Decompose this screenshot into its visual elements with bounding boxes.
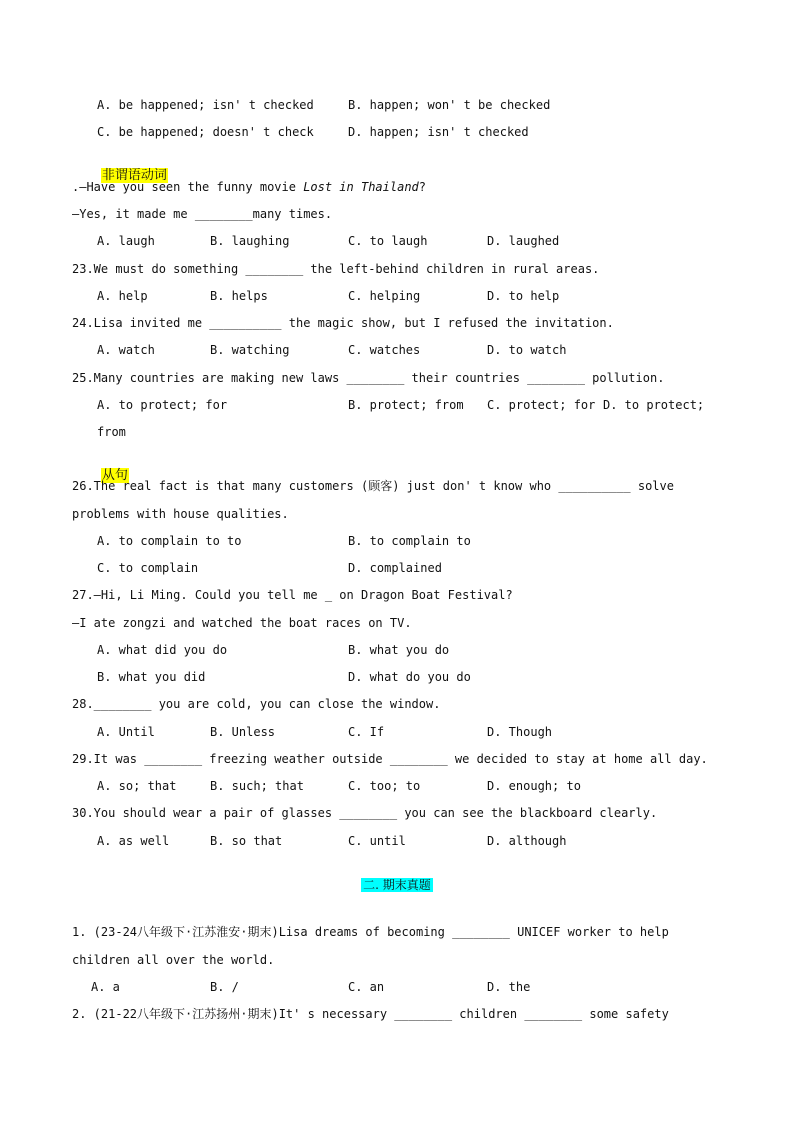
question-stem: 29.It was ________ freezing weather outside ________ we decided to stay at home all day. xyxy=(72,752,708,766)
option-d: D. although xyxy=(487,834,567,848)
option-a: A. a xyxy=(91,980,120,994)
question-stem: 1. (23-24八年级下·江苏淮安·期末)Lisa dreams of becoming ________ UNICEF worker to help xyxy=(72,925,669,939)
option-c: C. be happened; doesn' t check xyxy=(97,125,314,139)
section-heading-nonfinite: 非谓语动词 xyxy=(101,168,167,183)
question-stem: —Yes, it made me ________many times. xyxy=(72,207,333,221)
question-stem: 25.Many countries are making new laws ________ their countries ________ pollution. xyxy=(72,371,665,385)
question-stem: 27.—Hi, Li Ming. Could you tell me _ on Dragon Boat Festival? xyxy=(72,588,513,602)
option-b: B. protect; from xyxy=(348,398,464,412)
option-d: D. what do you do xyxy=(348,670,471,684)
question-stem: 28.________ you are cold, you can close the window. xyxy=(72,697,441,711)
option-d: D. to protect; xyxy=(603,398,705,412)
question-stem: 23.We must do something ________ the left-behind children in rural areas. xyxy=(72,262,600,276)
question-stem: 30.You should wear a pair of glasses ________ you can see the blackboard clearly. xyxy=(72,806,658,820)
option-b: B. what you do xyxy=(348,643,450,657)
option-d: D. Though xyxy=(487,725,553,739)
question-stem: 24.Lisa invited me __________ the magic show, but I refused the invitation. xyxy=(72,316,614,330)
option-c: C. to laugh xyxy=(348,234,428,248)
option-d: D. the xyxy=(487,980,531,994)
option-a: A. to complain to to xyxy=(97,534,242,548)
option-a: A. watch xyxy=(97,343,155,357)
section-title: 二. 期末真题 xyxy=(363,878,431,892)
option-c: C. an xyxy=(348,980,385,994)
option-a: A. laugh xyxy=(97,234,155,248)
question-stem: children all over the world. xyxy=(72,953,275,967)
option-d: D. to watch xyxy=(487,343,567,357)
option-b: B. happen; won' t be checked xyxy=(348,98,551,112)
option-a: A. be happened; isn' t checked xyxy=(97,98,314,112)
option-d: D. complained xyxy=(348,561,442,575)
option-a: A. to protect; for xyxy=(97,398,228,412)
section-heading-clause: 从句 xyxy=(101,468,128,483)
option-a: A. help xyxy=(97,289,148,303)
question-stem: 26.The real fact is that many customers (顾客) just don' t know who __________ solve xyxy=(72,479,674,493)
option-c: C. helping xyxy=(348,289,421,303)
option-d: D. laughed xyxy=(487,234,560,248)
option-b: B. watching xyxy=(210,343,290,357)
option-c: C. If xyxy=(348,725,385,739)
option-c: C. watches xyxy=(348,343,421,357)
option-b: B. so that xyxy=(210,834,283,848)
movie-title: Lost in Thailand xyxy=(303,180,419,194)
option-b: B. Unless xyxy=(210,725,276,739)
option-a: A. so; that xyxy=(97,779,177,793)
option-d: D. enough; to xyxy=(487,779,581,793)
option-c: C. to complain xyxy=(97,561,199,575)
option-b: B. to complain to xyxy=(348,534,471,548)
option-c: C. until xyxy=(348,834,406,848)
option-b: B. helps xyxy=(210,289,268,303)
option-d: D. happen; isn' t checked xyxy=(348,125,529,139)
question-stem: 2. (21-22八年级下·江苏扬州·期末)It' s necessary ________ children ________ some safety xyxy=(72,1007,669,1021)
option-a: A. Until xyxy=(97,725,155,739)
question-stem: —I ate zongzi and watched the boat races on TV. xyxy=(72,616,412,630)
option-b: B. laughing xyxy=(210,234,290,248)
option-a: A. what did you do xyxy=(97,643,228,657)
question-stem: .—Have you seen the funny movie Lost in Thailand? xyxy=(72,180,427,194)
option-c: C. too; to xyxy=(348,779,421,793)
option-c: C. protect; for xyxy=(487,398,596,412)
question-stem: problems with house qualities. xyxy=(72,507,289,521)
option-b: B. such; that xyxy=(210,779,304,793)
option-b: B. / xyxy=(210,980,239,994)
option-d: D. to help xyxy=(487,289,560,303)
option-d-wrap: from xyxy=(97,425,126,439)
option-c: B. what you did xyxy=(97,670,206,684)
option-a: A. as well xyxy=(97,834,170,848)
